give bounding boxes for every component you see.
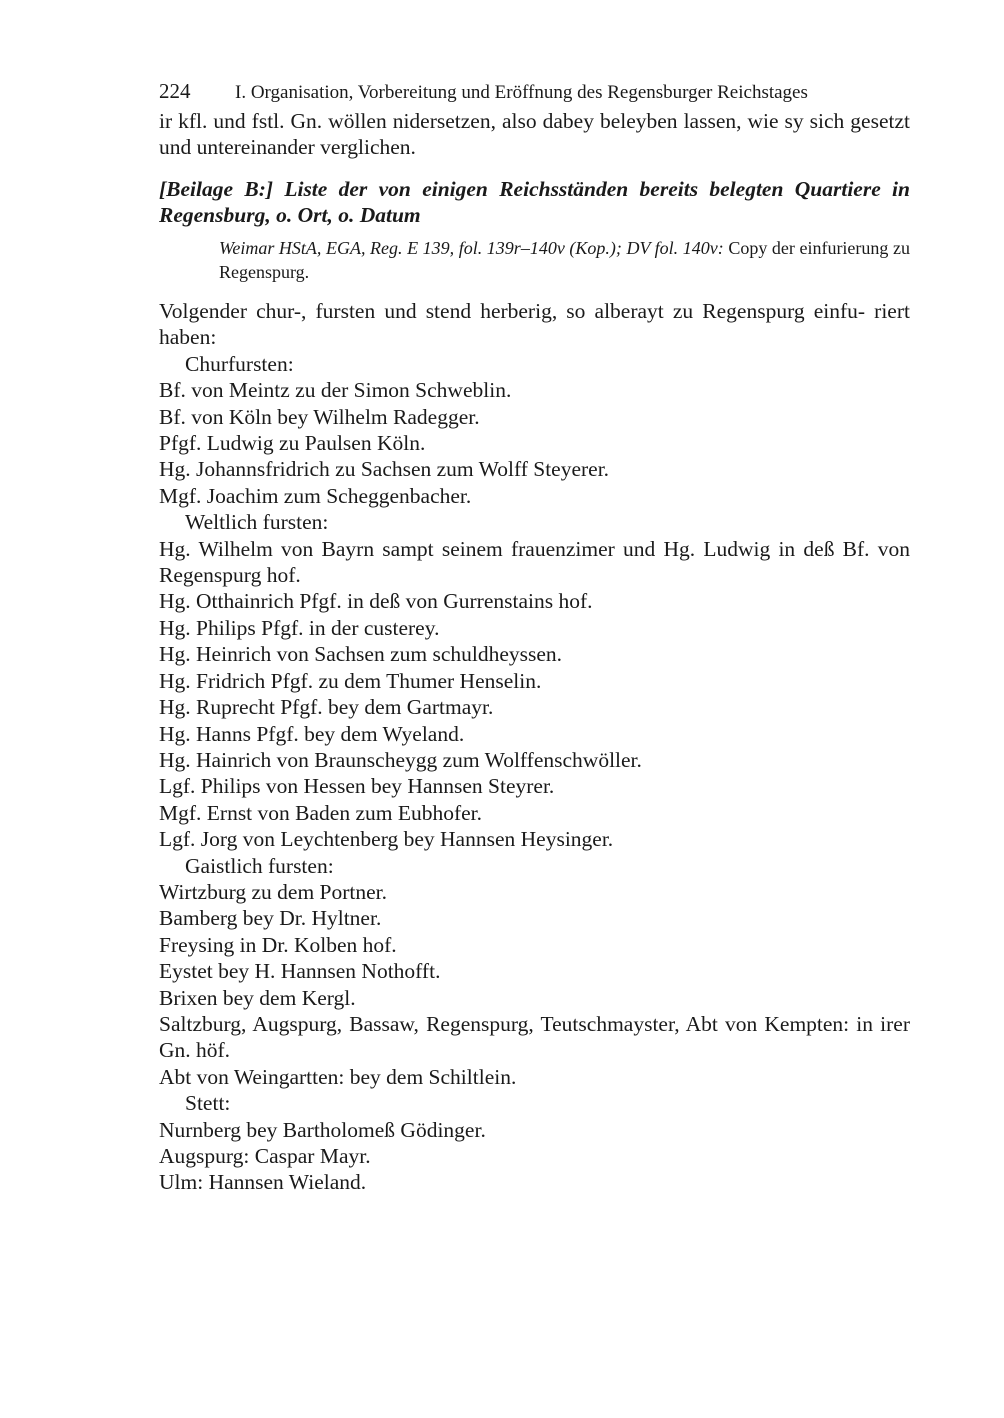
- group-heading: Weltlich fursten:: [185, 510, 329, 535]
- list-item: Eystet bey H. Hannsen Nothofft.: [159, 959, 441, 984]
- list-item: Nurnberg bey Bartholomeß Gödinger.: [159, 1117, 486, 1142]
- list-item: Hg. Heinrich von Sachsen zum schuldheyssen.: [159, 642, 563, 667]
- list-item: Saltzburg, Augspurg, Bassaw, Regenspurg, Teutschmayster, Abt von Kempten: in irer Gn. höf.: [159, 1011, 910, 1063]
- list-item: Hg. Hainrich von Braunscheygg zum Wolffenschwöller.: [159, 747, 642, 772]
- list-item: Hg. Ruprecht Pfgf. bey dem Gartmayr.: [159, 695, 494, 720]
- group-heading: Gaistlich fursten:: [185, 853, 334, 878]
- list-item: Abt von Weingartten: bey dem Schiltlein.: [159, 1064, 517, 1089]
- intro-paragraph: ir kfl. und fstl. Gn. wöllen nidersetzen, also dabey beleyben lassen, wie sy sich gesetzt und untereinander verglichen.: [159, 109, 910, 159]
- list-item: Hg. Fridrich Pfgf. zu dem Thumer Henselin.: [159, 668, 542, 693]
- running-title: I. Organisation, Vorbereitung und Eröffnung des Regensburger Reichstages: [235, 82, 808, 103]
- list-item: Freysing in Dr. Kolben hof.: [159, 932, 397, 957]
- list-item: Lgf. Philips von Hessen bey Hannsen Steyrer.: [159, 774, 555, 799]
- list-item: Bf. von Meintz zu der Simon Schweblin.: [159, 378, 512, 403]
- page-number: 224: [159, 79, 191, 103]
- page-header: [159, 76, 910, 108]
- source-reference: Weimar HStA, EGA, Reg. E 139, fol. 139r–140v (Kop.); DV fol. 140v:: [219, 238, 724, 258]
- list-item: Lgf. Jorg von Leychtenberg bey Hannsen Heysinger.: [159, 827, 614, 852]
- quarters-list: [159, 298, 910, 1196]
- list-item: Wirtzburg zu dem Portner.: [159, 879, 388, 904]
- list-item: Bf. von Köln bey Wilhelm Radegger.: [159, 404, 480, 429]
- list-item: Hg. Otthainrich Pfgf. in deß von Gurrenstains hof.: [159, 589, 593, 614]
- list-item: Pfgf. Ludwig zu Paulsen Köln.: [159, 431, 426, 456]
- list-item: Hg. Hanns Pfgf. bey dem Wyeland.: [159, 721, 465, 746]
- list-item: Ulm: Hannsen Wieland.: [159, 1170, 367, 1195]
- list-item: Mgf. Ernst von Baden zum Eubhofer.: [159, 800, 483, 825]
- list-item: Hg. Philips Pfgf. in der custerey.: [159, 615, 440, 640]
- list-item: Hg. Wilhelm von Bayrn sampt seinem frauenzimer und Hg. Ludwig in deß Bf. von Regenspurg hof.: [159, 536, 910, 588]
- source-note: Copy der einfurierung zu Regenspurg.: [219, 238, 910, 282]
- section-title: [Beilage B:] Liste der von einigen Reichsständen bereits belegten Quartiere in Regensburg, o. Ort, o. Datum: [159, 177, 910, 227]
- group-heading: Churfursten:: [185, 351, 294, 376]
- group-heading: Stett:: [185, 1091, 231, 1116]
- source-citation: [219, 236, 910, 284]
- list-item: Hg. Johannsfridrich zu Sachsen zum Wolff Steyerer.: [159, 457, 610, 482]
- list-item: Bamberg bey Dr. Hyltner.: [159, 906, 382, 931]
- list-intro: Volgender chur-, fursten und stend herberig, so alberayt zu Regenspurg einfu- riert haben:: [159, 299, 910, 350]
- list-item: Mgf. Joachim zum Scheggenbacher.: [159, 483, 472, 508]
- list-item: Augspurg: Caspar Mayr.: [159, 1144, 371, 1168]
- list-item: Brixen bey dem Kergl.: [159, 985, 356, 1010]
- document-page: [159, 76, 910, 1196]
